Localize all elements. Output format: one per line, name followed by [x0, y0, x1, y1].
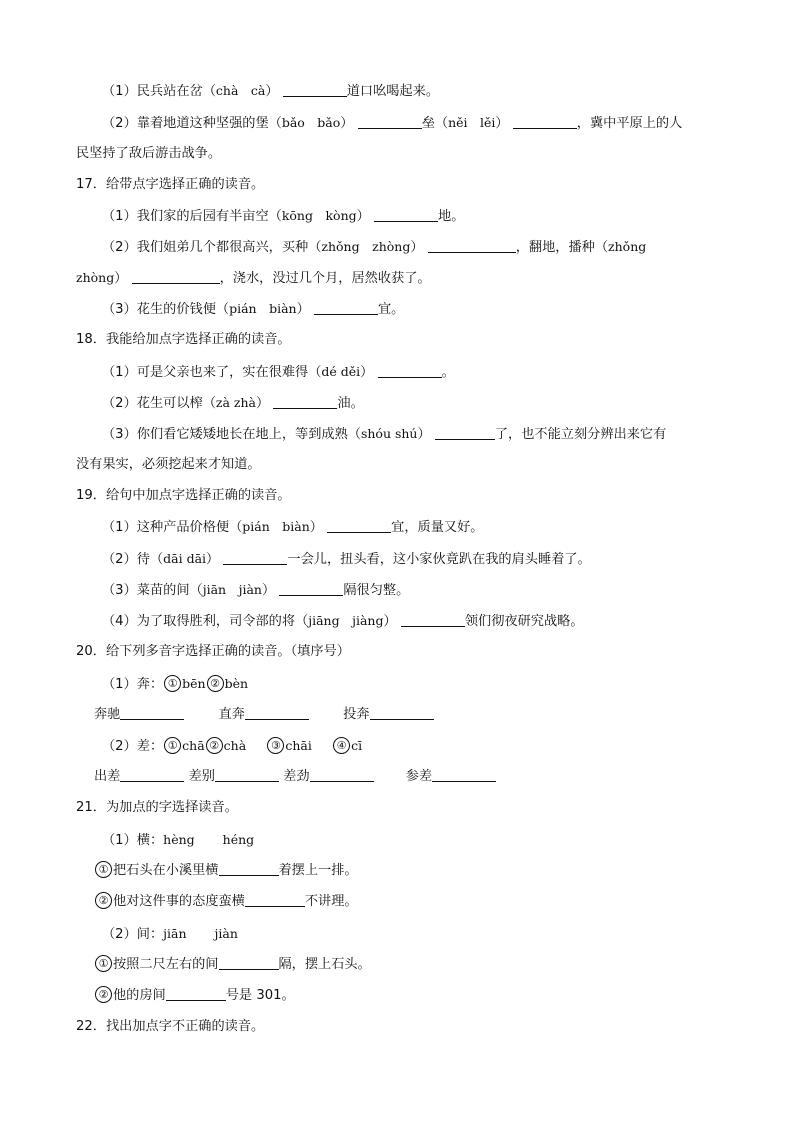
- q19-title: 19．给句中加点字选择正确的读音。: [76, 488, 291, 503]
- answer-blank[interactable]: [219, 955, 279, 970]
- q16-item-2-cont: 民坚持了敌后游击战争。: [76, 146, 222, 161]
- q20-item-2-options: （2）差： ① chā ② chà ③ chāi ④ cī: [102, 738, 363, 754]
- answer-blank[interactable]: [358, 114, 422, 129]
- q20-item-1-words: 奔驰 直奔 投奔: [94, 705, 434, 725]
- q20-item-1-options: （1）奔： ① bēn ② bèn: [102, 676, 249, 692]
- q17-item-2-cont: zhòng） ，浇水，没过几个月，居然收获了。: [76, 270, 431, 286]
- answer-blank[interactable]: [223, 550, 287, 565]
- q18-title: 18．我能给加点字选择正确的读音。: [76, 332, 291, 347]
- q21-sentence-3: ① 按照二尺左右的间 隔，摆上石头。: [94, 955, 371, 975]
- answer-blank[interactable]: [120, 767, 184, 782]
- answer-blank[interactable]: [513, 114, 577, 129]
- q16-item-1: （1）民兵站在岔（chà cà） 道口吆喝起来。: [102, 83, 440, 99]
- answer-blank[interactable]: [215, 767, 279, 782]
- answer-blank[interactable]: [401, 612, 465, 627]
- q18-item-3-cont: 没有果实，必须挖起来才知道。: [76, 457, 261, 472]
- answer-blank[interactable]: [279, 581, 343, 596]
- answer-blank[interactable]: [435, 425, 495, 440]
- answer-blank[interactable]: [428, 238, 516, 253]
- q21-sentence-1: ① 把石头在小溪里横 着摆上一排。: [94, 861, 358, 881]
- q17-item-3: （3）花生的价钱便（pián biàn） 宜。: [102, 301, 405, 317]
- answer-blank[interactable]: [374, 207, 438, 222]
- answer-blank[interactable]: [132, 269, 220, 284]
- answer-blank[interactable]: [120, 705, 184, 720]
- q20-item-2-words: 出差 差别 差劲 参差: [94, 767, 496, 787]
- q21-item-2-options: （2）间：jiān jiàn: [102, 926, 238, 942]
- q16-item-2: （2）靠着地道这种坚强的堡（bǎo bǎo） 垒（něi lěi） ，冀中平原上的人: [102, 115, 683, 131]
- answer-blank[interactable]: [314, 300, 378, 315]
- q19-item-2: （2）待（dāi dāi） 一会儿，扭头看，这小家伙竟趴在我的肩头睡着了。: [102, 551, 591, 567]
- q17-item-2: （2）我们姐弟几个都很高兴，买种（zhǒng zhòng） ，翻地，播种（zhǒng: [102, 239, 647, 255]
- q17-title: 17．给带点字选择正确的读音。: [76, 177, 265, 192]
- q21-item-1-options: （1）横：hèng héng: [102, 832, 255, 848]
- q17-item-1: （1）我们家的后园有半亩空（kōng kòng） 地。: [102, 208, 465, 224]
- q21-sentence-2: ② 他对这件事的态度蛮横 不讲理。: [94, 892, 358, 912]
- q19-item-4: （4）为了取得胜利，司令部的将（jiāng jiàng） 领们彻夜研究战略。: [102, 613, 584, 629]
- q18-item-1: （1）可是父亲也来了，实在很难得（dé děi） 。: [102, 364, 455, 380]
- answer-blank[interactable]: [245, 892, 305, 907]
- answer-blank[interactable]: [370, 705, 434, 720]
- answer-blank[interactable]: [310, 767, 374, 782]
- q21-sentence-4: ② 他的房间 号是 301。: [94, 986, 295, 1006]
- q22-title: 22．找出加点字不正确的读音。: [76, 1019, 265, 1034]
- answer-blank[interactable]: [166, 986, 226, 1001]
- answer-blank[interactable]: [432, 767, 496, 782]
- q21-title: 21．为加点的字选择读音。: [76, 800, 238, 815]
- q19-item-1: （1）这种产品价格便（pián biàn） 宜，质量又好。: [102, 519, 484, 535]
- q18-item-3: （3）你们看它矮矮地长在地上，等到成熟（shóu shú） 了，也不能立刻分辨出来它有: [102, 426, 667, 442]
- q20-title: 20．给下列多音字选择正确的读音。（填序号）: [76, 644, 350, 659]
- answer-blank[interactable]: [245, 705, 309, 720]
- answer-blank[interactable]: [283, 82, 347, 97]
- answer-blank[interactable]: [327, 518, 391, 533]
- answer-blank[interactable]: [273, 394, 337, 409]
- answer-blank[interactable]: [378, 363, 442, 378]
- q18-item-2: （2）花生可以榨（zà zhà） 油。: [102, 395, 364, 411]
- answer-blank[interactable]: [219, 861, 279, 876]
- q19-item-3: （3）菜苗的间（jiān jiàn） 隔很匀整。: [102, 582, 410, 598]
